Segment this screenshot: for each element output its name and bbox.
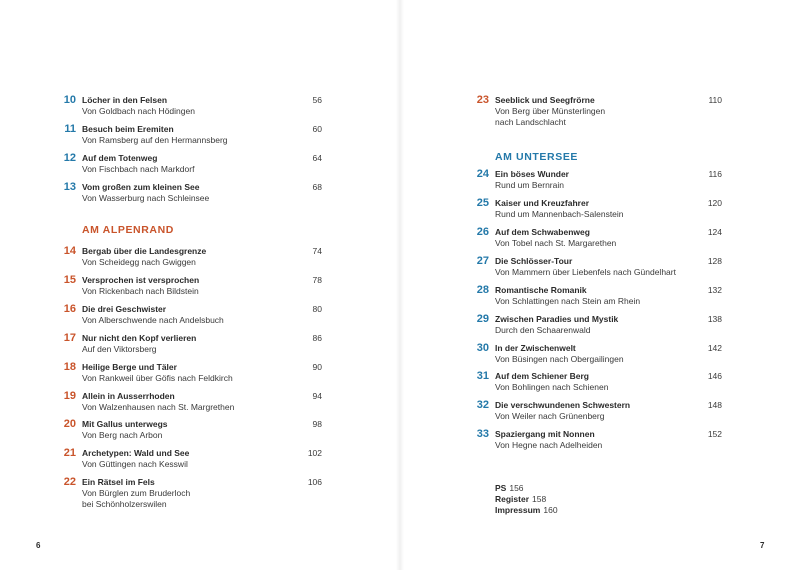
entry-title: Heilige Berge und Täler [82, 362, 177, 372]
entry-number: 25 [476, 197, 489, 209]
section-heading: AM UNTERSEE [495, 151, 579, 163]
entry-subtitle: Von Bürglen zum Bruderloch [82, 488, 191, 498]
entry-title: Spaziergang mit Nonnen [495, 429, 595, 439]
entry-number: 26 [476, 226, 489, 238]
toc-entry[interactable] [60, 245, 322, 273]
entry-subtitle-line2: nach Landschlacht [495, 117, 566, 127]
entry-subtitle: Von Güttingen nach Kesswil [82, 459, 188, 469]
entry-number: 21 [63, 447, 76, 459]
toc-entry[interactable] [60, 94, 322, 122]
entry-page: 56 [312, 95, 322, 105]
entry-subtitle: Von Ramsberg auf den Hermannsberg [82, 135, 228, 145]
entry-subtitle: Von Wasserburg nach Schleinsee [82, 193, 210, 203]
entry-number: 12 [63, 152, 76, 164]
entry-title: Seeblick und Seegfrörne [495, 95, 595, 105]
entry-title: Vom großen zum kleinen See [82, 182, 200, 192]
entry-subtitle: Von Tobel nach St. Margarethen [495, 238, 617, 248]
entry-title: Besuch beim Eremiten [82, 124, 174, 134]
toc-entry[interactable] [60, 152, 322, 180]
entry-title: Kaiser und Kreuzfahrer [495, 198, 589, 208]
appendix-entry[interactable] [495, 483, 524, 494]
entry-number: 17 [63, 332, 76, 344]
entry-title: Nur nicht den Kopf verlieren [82, 333, 197, 343]
page-number-left: 6 [36, 541, 41, 550]
entry-number: 22 [63, 476, 76, 488]
toc-entry[interactable] [60, 303, 322, 331]
entry-page: 120 [707, 198, 722, 208]
toc-entry[interactable] [473, 255, 722, 283]
entry-page: 74 [312, 246, 322, 256]
toc-entry[interactable] [473, 428, 722, 456]
entry-page: 146 [707, 371, 722, 381]
entry-page: 102 [307, 448, 322, 458]
entry-number: 27 [476, 255, 489, 267]
entry-subtitle: Von Hegne nach Adelheiden [495, 440, 603, 450]
entry-title: Romantische Romanik [495, 285, 587, 295]
toc-entry[interactable] [60, 181, 322, 209]
toc-entry[interactable] [473, 197, 722, 225]
entry-title: Auf dem Schwabenweg [495, 227, 590, 237]
entry-number: 32 [476, 399, 489, 411]
entry-number: 30 [476, 342, 489, 354]
entry-number: 16 [63, 303, 76, 315]
entry-number: 13 [63, 181, 76, 193]
entry-title: Die verschwundenen Schwestern [495, 400, 631, 410]
entry-title: Archetypen: Wald und See [82, 448, 190, 458]
entry-title: Auf dem Schiener Berg [495, 371, 589, 381]
book-gutter [396, 0, 404, 570]
entry-subtitle: Von Bohlingen nach Schienen [495, 382, 609, 392]
appendix-page: 156 [509, 483, 524, 493]
entry-subtitle: Von Goldbach nach Hödingen [82, 106, 195, 116]
entry-subtitle: Von Fischbach nach Markdorf [82, 164, 195, 174]
entry-number: 33 [476, 428, 489, 440]
toc-entry[interactable] [473, 284, 722, 312]
entry-subtitle: Von Weiler nach Grünenberg [495, 411, 605, 421]
entry-number: 24 [476, 168, 489, 180]
entry-number: 19 [63, 390, 76, 402]
entry-title: Zwischen Paradies und Mystik [495, 314, 619, 324]
entry-page: 90 [312, 362, 322, 372]
entry-subtitle: Von Berg nach Arbon [82, 430, 163, 440]
entry-subtitle: Von Schlattingen nach Stein am Rhein [495, 296, 641, 306]
entry-page: 106 [307, 477, 322, 487]
entry-number: 15 [63, 274, 76, 286]
toc-entry[interactable] [473, 370, 722, 398]
toc-entry[interactable] [60, 332, 322, 360]
toc-entry[interactable] [473, 313, 722, 341]
toc-entry[interactable] [473, 226, 722, 254]
appendix-page: 158 [532, 494, 547, 504]
entry-subtitle: Von Berg über Münsterlingen [495, 106, 606, 116]
appendix-page: 160 [543, 505, 558, 515]
entry-page: 94 [312, 391, 322, 401]
entry-subtitle: Von Rickenbach nach Bildstein [82, 286, 199, 296]
entry-number: 14 [63, 245, 76, 257]
toc-entry[interactable] [60, 123, 322, 151]
entry-number: 28 [476, 284, 489, 296]
toc-entry[interactable] [60, 476, 322, 516]
section-heading: AM ALPENRAND [82, 224, 174, 236]
entry-title: Ein böses Wunder [495, 169, 569, 179]
entry-number: 29 [476, 313, 489, 325]
entry-subtitle: Von Büsingen nach Obergailingen [495, 354, 624, 364]
entry-title: Auf dem Totenweg [82, 153, 158, 163]
entry-subtitle: Von Rankweil über Göfis nach Feldkirch [82, 373, 233, 383]
toc-entry[interactable] [60, 447, 322, 475]
entry-page: 98 [312, 419, 322, 429]
entry-page: 124 [707, 227, 722, 237]
entry-subtitle: Durch den Schaarenwald [495, 325, 591, 335]
entry-subtitle: Von Mammern über Liebenfels nach Gündelhart [495, 267, 676, 277]
entry-title: Ein Rätsel im Fels [82, 477, 155, 487]
entry-page: 80 [312, 304, 322, 314]
entry-subtitle: Von Walzenhausen nach St. Margrethen [82, 402, 235, 412]
entry-title: Allein in Ausserrhoden [82, 391, 175, 401]
entry-number: 10 [63, 94, 76, 106]
entry-number: 18 [63, 361, 76, 373]
entry-page: 60 [312, 124, 322, 134]
toc-entry[interactable] [473, 342, 722, 370]
appendix-entry[interactable] [495, 494, 546, 505]
entry-page: 116 [708, 169, 722, 179]
entry-number: 31 [476, 370, 489, 382]
entry-page: 142 [707, 343, 722, 353]
entry-title: Versprochen ist versprochen [82, 275, 200, 285]
entry-page: 128 [707, 256, 722, 266]
appendix-label: Register [495, 494, 530, 504]
entry-page: 78 [312, 275, 322, 285]
toc-entry[interactable] [473, 399, 722, 427]
entry-page: 110 [708, 95, 722, 105]
entry-page: 152 [707, 429, 722, 439]
page-number-right: 7 [760, 541, 765, 550]
toc-entry[interactable] [60, 390, 322, 418]
toc-entry[interactable] [60, 418, 322, 446]
entry-title: Mit Gallus unterwegs [82, 419, 168, 429]
entry-subtitle: Rund um Bernrain [495, 180, 564, 190]
entry-title: In der Zwischenwelt [495, 343, 576, 353]
appendix-label: Impressum [495, 505, 541, 515]
entry-page: 148 [707, 400, 722, 410]
entry-number: 11 [64, 123, 76, 135]
toc-entry[interactable] [473, 94, 722, 134]
toc-entry[interactable] [60, 274, 322, 302]
entry-subtitle: Von Alberschwende nach Andelsbuch [82, 315, 224, 325]
entry-title: Die drei Geschwister [82, 304, 167, 314]
entry-title: Bergab über die Landesgrenze [82, 246, 207, 256]
entry-number: 20 [63, 418, 76, 430]
entry-page: 132 [707, 285, 722, 295]
entry-subtitle: Auf den Viktorsberg [82, 344, 157, 354]
entry-subtitle: Rund um Mannenbach-Salenstein [495, 209, 624, 219]
entry-subtitle-line2: bei Schönholzerswilen [82, 499, 167, 509]
entry-number: 23 [476, 94, 489, 106]
appendix-entry[interactable] [495, 505, 558, 516]
entry-page: 64 [312, 153, 322, 163]
entry-page: 68 [312, 182, 322, 192]
toc-entry[interactable] [60, 361, 322, 389]
entry-page: 138 [707, 314, 722, 324]
toc-entry[interactable] [473, 168, 722, 196]
entry-title: Die Schlösser-Tour [495, 256, 573, 266]
entry-page: 86 [312, 333, 322, 343]
appendix-label: PS [495, 483, 507, 493]
entry-subtitle: Von Scheidegg nach Gwiggen [82, 257, 196, 267]
entry-title: Löcher in den Felsen [82, 95, 168, 105]
